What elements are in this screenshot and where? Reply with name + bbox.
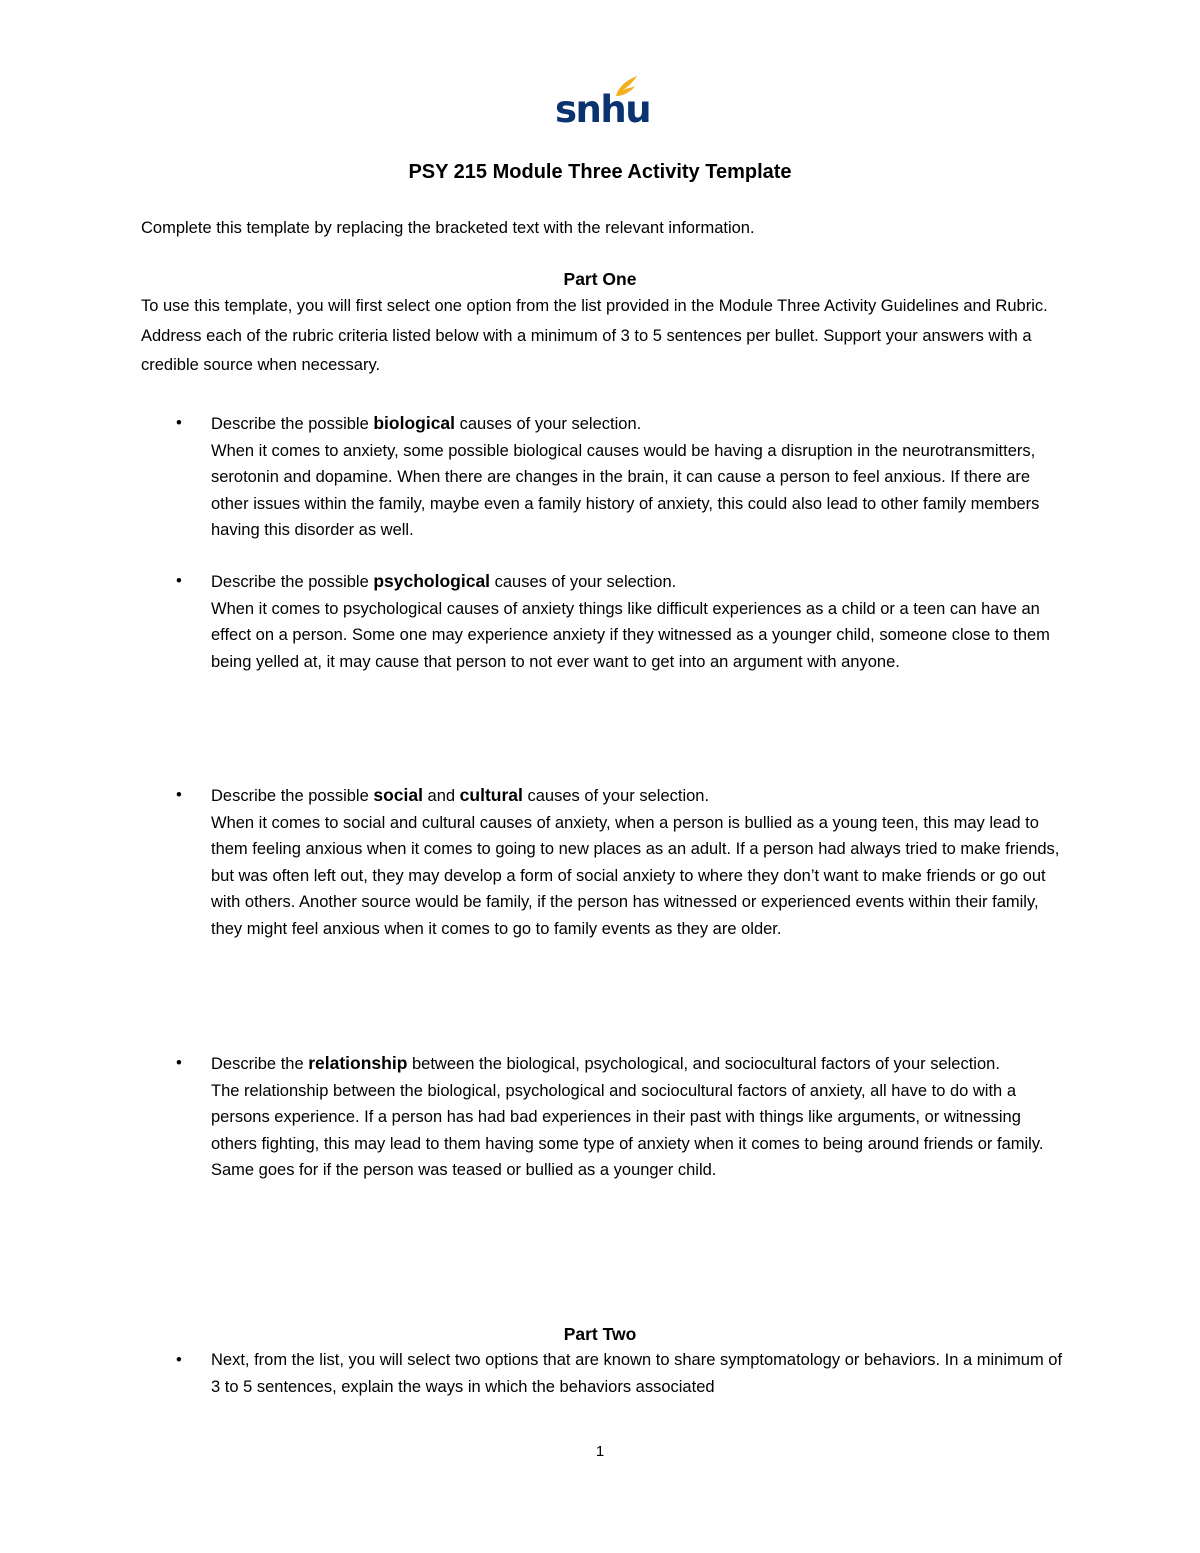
prompt-keyword: psychological	[373, 571, 491, 591]
item-prompt	[211, 410, 1071, 438]
page-number: 1	[595, 1443, 605, 1460]
part-one-instructions: To use this template, you will first select one option from the list provided in the Module Three Activity Guidelines and Rubric. Address each of the rubric criteria listed below with a minimum of 3 to 5 sentences per bullet. Support your answers with a credible source when necessary.	[141, 297, 1048, 374]
prompt-text: causes of your selection.	[522, 787, 710, 805]
item-prompt: Next, from the list, you will select two options that are known to share symptomatology or behaviors. In a minimum of 3 to 5 sentences, explain the ways in which the behaviors associated	[211, 1351, 1063, 1396]
item-answer: The relationship between the biological, psychological and sociocultural factors of anxiety, all have to do with a persons experience. If a person has had bad experiences in their past with things like arguments, or witnessing others fighting, this may lead to them having some type of anxiety when it comes to being around friends or family. Same goes for if the person was teased or bullied as a younger child.	[211, 1081, 1044, 1179]
item-prompt	[211, 1050, 1071, 1078]
prompt-text: Describe the possible	[211, 415, 374, 433]
prompt-keyword: cultural	[459, 785, 523, 805]
item-prompt	[211, 568, 1071, 596]
list-item-body	[211, 782, 1071, 942]
part-two-heading: Part Two	[563, 1324, 637, 1344]
item-answer: When it comes to social and cultural causes of anxiety, when a person is bullied as a young teen, this may lead to them feeling anxious when it comes to going to new places as an adult. If a person had always tried to make friends, but was often left out, they may develop a form of social anxiety to where they don’t want to make friends or go out with others. Another source would be family, if the person has witnessed or experienced events within their family, they might feel anxious when it comes to go to family events as they are older.	[211, 813, 1060, 938]
prompt-keyword: biological	[373, 413, 456, 433]
prompt-text: between the biological, psychological, and sociocultural factors of your selection.	[407, 1055, 1000, 1073]
list-item-body	[211, 410, 1071, 544]
bullet-icon: •	[176, 1351, 182, 1369]
bullet-icon: •	[176, 414, 182, 432]
list-item-body	[211, 568, 1071, 675]
prompt-text: Describe the	[211, 1055, 309, 1073]
logo-wordmark: snhu	[555, 88, 651, 131]
document-title: PSY 215 Module Three Activity Template	[408, 161, 792, 183]
intro-text: Complete this template by replacing the bracketed text with the relevant information.	[141, 219, 755, 237]
prompt-text: causes of your selection.	[455, 415, 642, 433]
prompt-text: Describe the possible	[211, 573, 374, 591]
item-answer: When it comes to anxiety, some possible biological causes would be having a disruption in the neurotransmitters, serotonin and dopamine. When there are changes in the brain, it can cause a person to feel anxious. If there are other issues within the family, maybe even a family history of anxiety, this could also lead to other family members having this disorder as well.	[211, 441, 1040, 539]
prompt-text: and	[422, 787, 460, 805]
prompt-keyword: social	[373, 785, 423, 805]
item-prompt	[211, 782, 1071, 810]
item-answer: When it comes to psychological causes of anxiety things like difficult experiences as a child or a teen can have an effect on a person. Some one may experience anxiety if they witnessed as a younger child, someone close to them being yelled at, it may cause that person to not ever want to get into an argument with anyone.	[211, 599, 1050, 671]
part-one-heading: Part One	[563, 269, 637, 289]
bullet-icon: •	[176, 786, 182, 804]
prompt-keyword: relationship	[308, 1053, 408, 1073]
snhu-logo	[555, 74, 651, 132]
bullet-icon: •	[176, 572, 182, 590]
list-item-body	[211, 1347, 1071, 1400]
list-item-body	[211, 1050, 1071, 1184]
prompt-text: causes of your selection.	[490, 573, 677, 591]
prompt-text: Describe the possible	[211, 787, 374, 805]
bullet-icon: •	[176, 1054, 182, 1072]
